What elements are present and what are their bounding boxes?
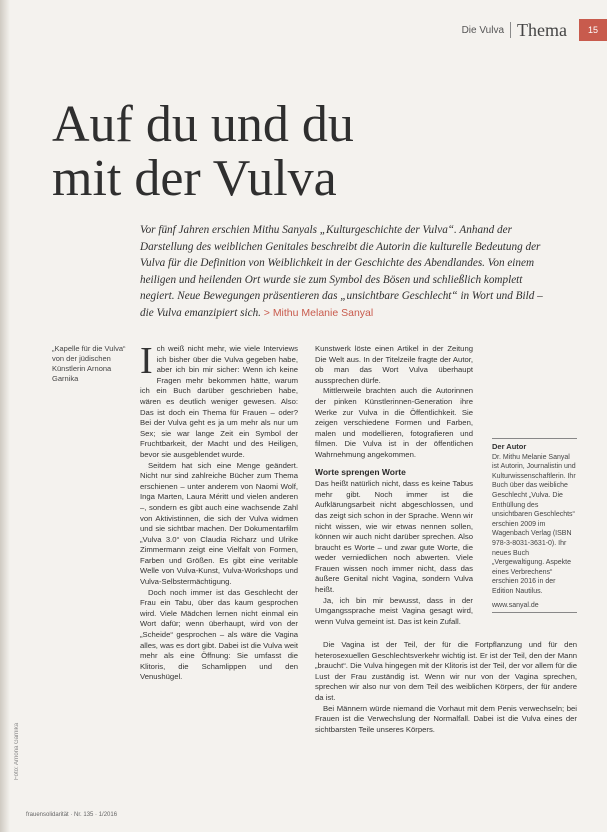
body-column-2 [315,344,473,627]
paragraph: Das heißt natürlich nicht, dass es keine Tabus mehr gibt. Noch immer ist die Aufklärungsarbeit nicht abgeschlossen, und das zeigt sich schon in der Sprache. Wenn wir nicht wissen, wie wir etwas nennen sollen, können wir auch nicht darüber sprechen. Also braucht es Worte – und zwar gute Worte, die weder verniedlichen noch abwerten. Viele Frauen wissen noch immer nicht, dass das äußere Genital nicht Vagina, sondern Vulva heißt. [315,479,473,595]
lead-text: Vor fünf Jahren erschien Mithu Sanyals „Kulturgeschichte der Vulva“. Anhand der Darstellung des weiblichen Genitales beschreibt die Autorin die kulturelle Bedeutung der Vulva für die Definition von Weiblichkeit in der Geschichte des Abendlandes. Von einem heiligen und heilenden Ort wurde sie zum Symbol des Bösen und schließlich komplett negiert. Neue Bewegungen präsentieren das „unsichtbare Geschlecht“ in Wort und Bild – die Vulva emanzipiert sich. [140,224,543,319]
photo-credit: Foto: Arnona Garnika [14,722,20,780]
running-header [387,18,607,42]
drop-cap: I [140,340,153,382]
page-footer: frauensolidarität · Nr. 135 · 1/2016 [26,812,118,818]
paragraph: Ja, ich bin mir bewusst, dass in der Umgangssprache meist Vagina gesagt wird, wenn Vulva gemeint ist. Das ist kein Zufall. [315,595,473,626]
author-box [492,438,577,613]
paragraph: Ich weiß nicht mehr, wie viele Interviews ich bisher über die Vulva gegeben habe, aber ich bin mir sicher: Wenn ich keine Fragen mehr bekommen hätte, warum ich ein Buch darüber geschrieben habe, wären es deutlich weniger gewesen. Also: Das ist doch ein Thema für Frauen – oder? Bei der Vulva geht es ja um mehr als nur um Sex; sie war lange Zeit ein Symbol der Fruchtbarkeit, der Macht und des Heiligen, bevor sie ausgeblendet wurde. [140,340,298,459]
author-website-link[interactable]: www.sanyal.de [492,601,577,614]
page-gutter-shadow [0,0,10,832]
article-lead [140,222,558,322]
header-divider [510,22,511,38]
paragraph: Bei Männern würde niemand die Vorhaut mit dem Penis verwechseln; bei Frauen ist die Verwechslung der Normalfall. Dabei ist die Vulva eines der sichtbarsten Teile unseres Körpers. [315,703,577,734]
paragraph: Doch noch immer ist das Geschlecht der Frau ein Tabu, über das kaum gesprochen wird. Viele Mädchen lernen nicht einmal ein Wort dafür; wenn überhaupt, wird von der „Scheide“ gesprochen – als wäre die Vagina alles, was es dort gibt. Dabei ist die Vulva weit mehr als eine Öffnung: Sie umfasst die Klitoris, die Schamlippen und den Venushügel. [140,587,298,682]
author-bio: Dr. Mithu Melanie Sanyal ist Autorin, Journalistin und Kulturwissenschaftlerin. Ihr Buch über das weibliche Geschlecht „Vulva. Die Enthüllung des unsichtbaren Geschlechts“ erschien 2009 im Wagenbach Verlag (ISBN 978-3-8031-3631-0). Ihr neues Buch „Vergewaltigung. Aspekte eines Verbrechens“ erschien 2016 in der Edition Nautilus. [492,453,576,595]
lead-author: > Mithu Melanie Sanyal [263,306,374,319]
headline-line-2: mit der Vulva [52,150,337,207]
article-headline [52,98,532,206]
section-label: Die Vulva [461,24,505,36]
paragraph: Kunstwerk löste einen Artikel in der Zeitung Die Welt aus. In der Titelzeile fragte der Autor, ob man das Wort Vulva überhaupt aussprechen dürfe. [315,344,473,385]
image-caption: „Kapelle für die Vulva“ von der jüdischen Künstlerin Arnona Garnika [52,344,126,383]
paragraph: Mittlerweile brachten auch die Autorinnen der pinken Künstlerinnen-Generation ihre Werke zur Vulva in die Öffentlichkeit. Sie zeigen verschiedene Formen und Farben, malen und modellieren, fotografieren und filmen. Die Vulva ist in der öffentlichen Wahrnehmung angekommen. [315,386,473,459]
section-title: Thema [517,19,567,40]
body-column-1 [140,340,298,683]
author-box-title: Der Autor [492,442,527,451]
paragraph: Die Vagina ist der Teil, der für die Fortpflanzung und für den heterosexuellen Geschlechtsverkehr wichtig ist. Er ist der Teil, den der Mann „braucht“. Die Vulva hingegen mit der Klitoris ist der Teil, der vor allem für die Lust der Frau zuständig ist. Wenn wir nur von der Vagina sprechen, sprechen wir also nur von dem Teil des weiblichen Körpers, der für andere da ist. [315,640,577,702]
paragraph: Seitdem hat sich eine Menge geändert. Nicht nur sind zahlreiche Bücher zum Thema erschienen – unter anderem von Naomi Wolf, Inga Marten, Laura Méritt und vielen anderen –, sondern es gibt auch eine wachsende Zahl von Aktivistinnen, die sich der Vulva widmen und sie sichtbar machen. Der Dokumentarfilm „Vulva 3.0“ von Claudia Richarz und Ulrike Zimmermann zeigt eine Vielfalt von Formen, Farben und Größen. Es gibt eine veritable Welle von Vulva-Kunst, Vulva-Workshops und Vulva-Selbstermächtigung. [140,460,298,587]
body-wide-block [315,640,577,735]
headline-line-1: Auf du und du [52,96,354,153]
subheading: Worte sprengen Worte [315,466,406,477]
page-number-badge: 15 [579,19,607,41]
